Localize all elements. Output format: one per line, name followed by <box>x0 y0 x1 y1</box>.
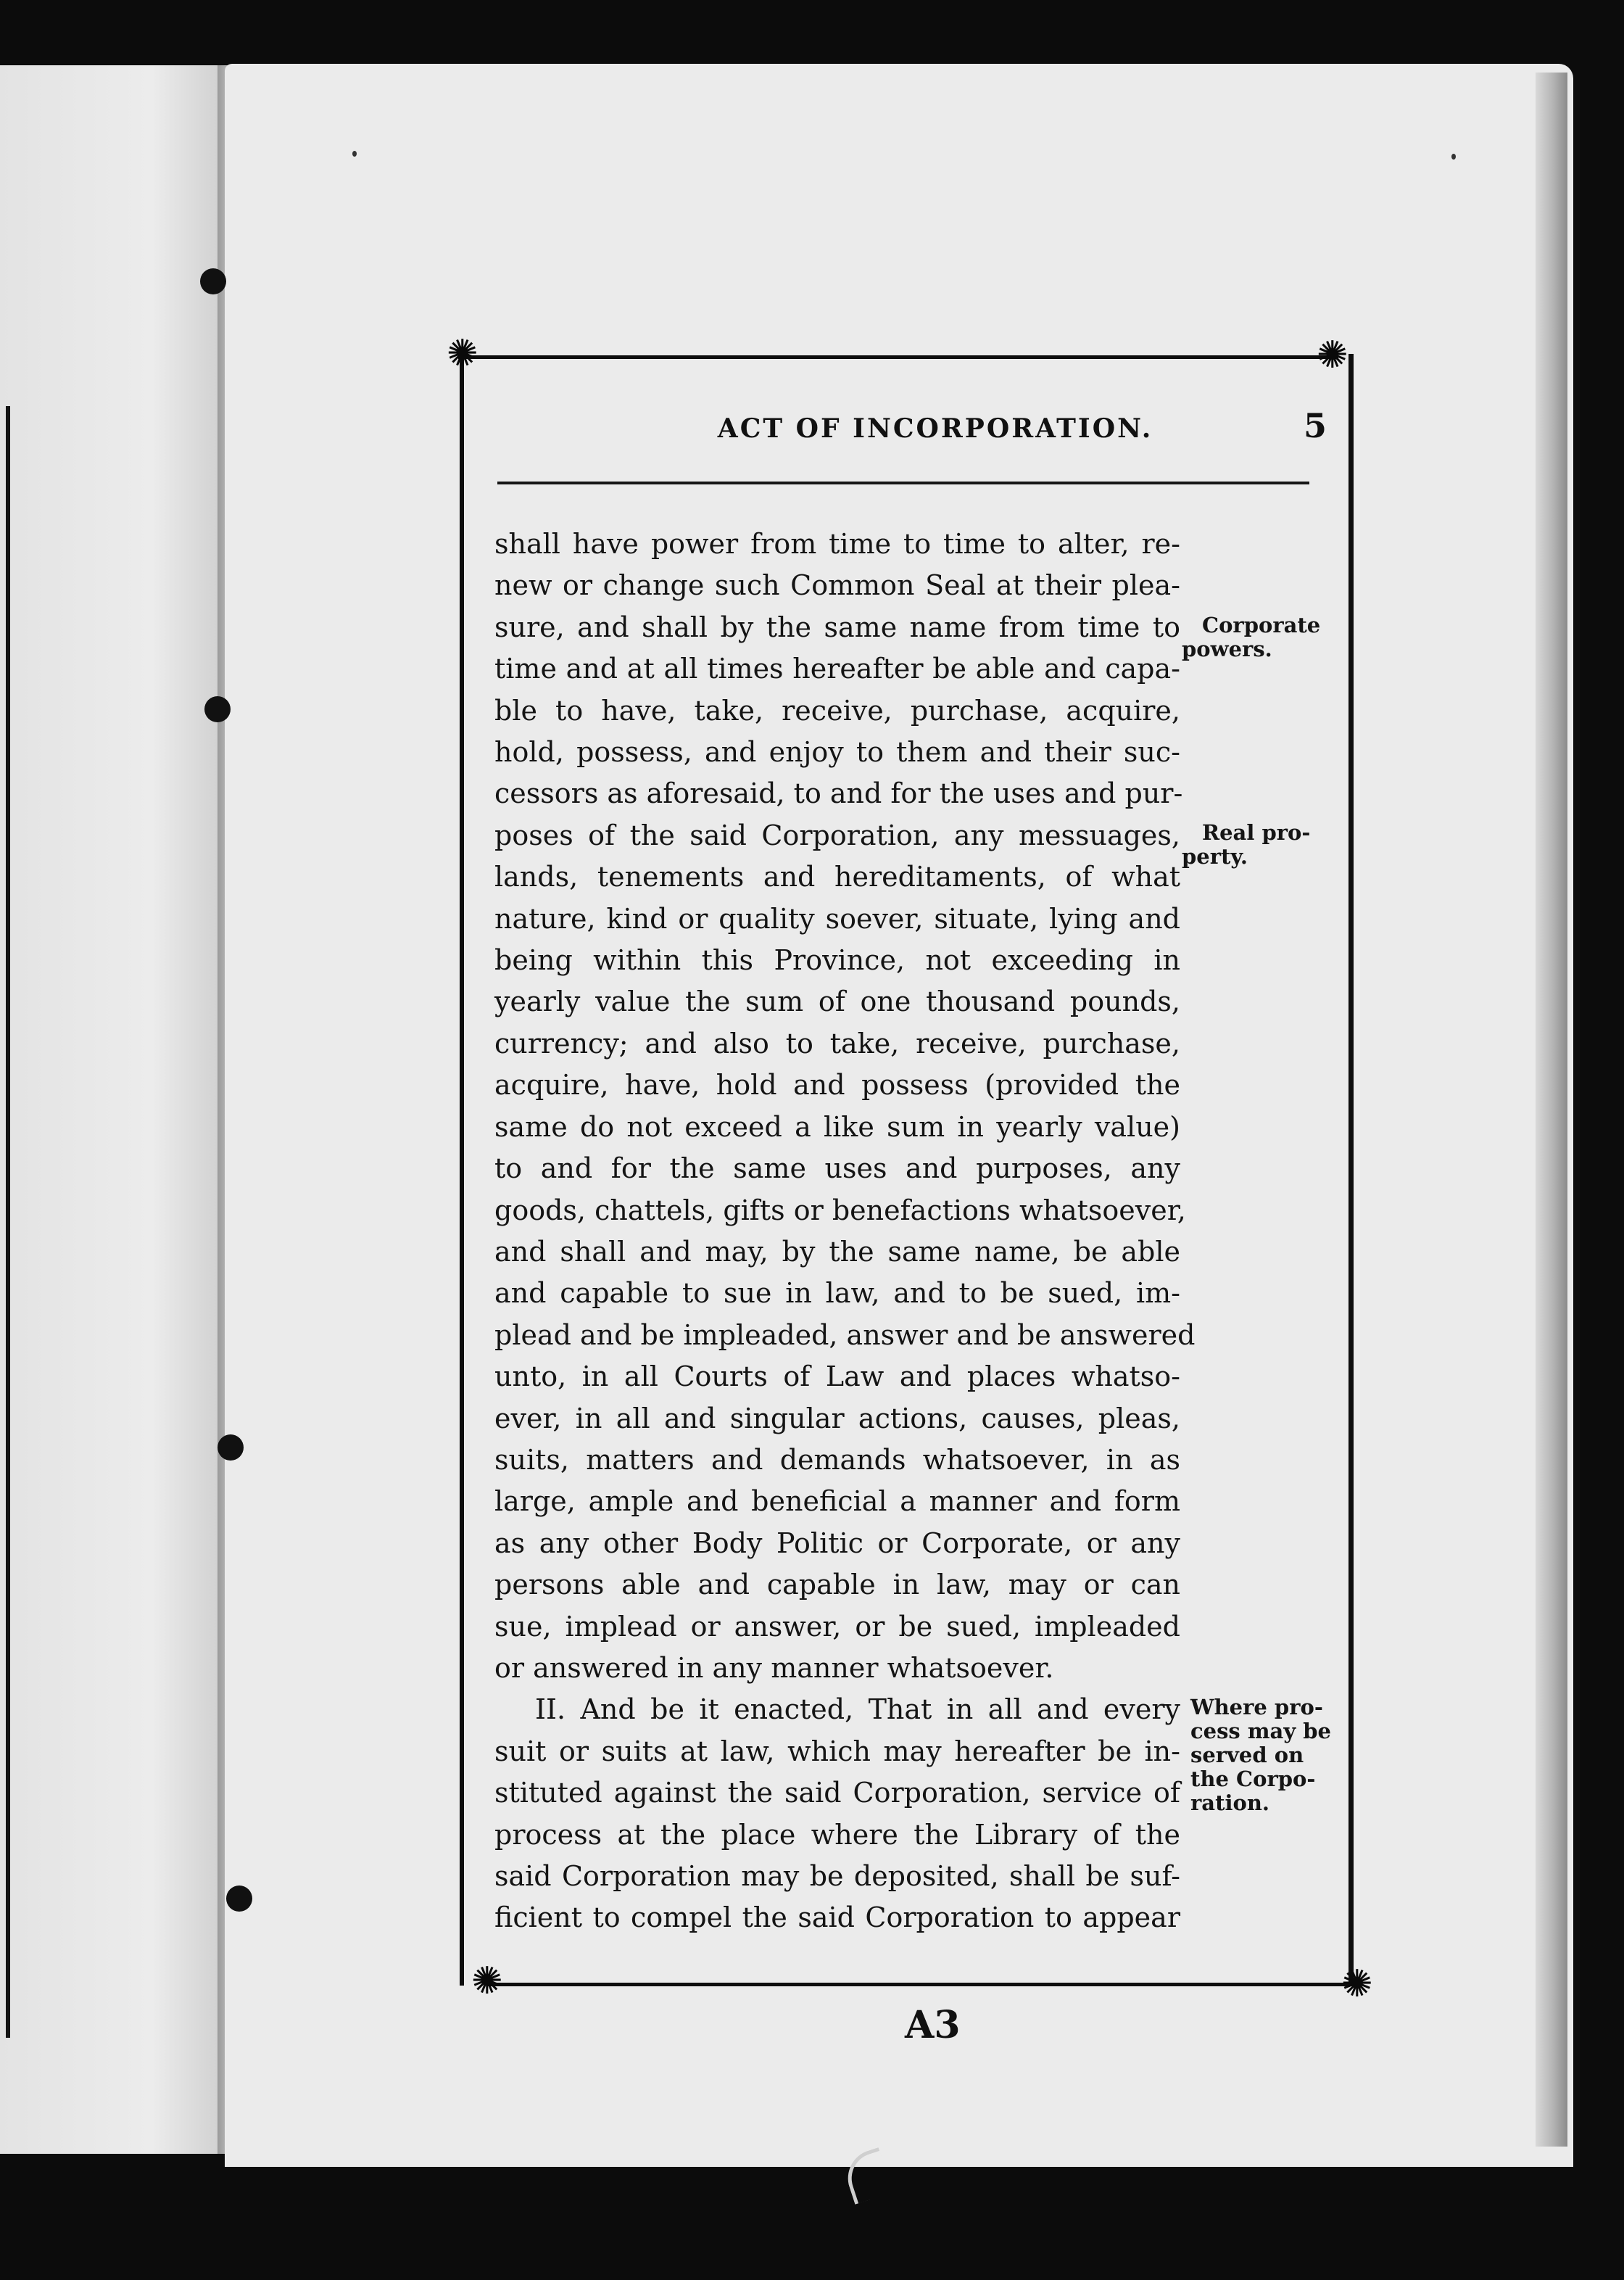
text-line: plead and be impleaded, answer and be answered <box>494 1318 1196 1351</box>
text-line: ficient to compel the said Corporation to appear <box>494 1901 1180 1934</box>
binding-stitch-hole <box>200 268 226 294</box>
header-rule <box>497 482 1309 484</box>
margin-note-line: the Corpo- <box>1190 1767 1316 1791</box>
text-line: ble to have, take, receive, purchase, acquire, <box>494 694 1180 727</box>
text-line: goods, chattels, gifts or benefactions whatsoever, <box>494 1194 1186 1226</box>
text-line: acquire, have, hold and possess (provided the <box>494 1069 1180 1102</box>
text-line: sure, and shall by the same name from time to <box>494 611 1180 643</box>
corner-ornament-icon: ✺ <box>1341 1962 1373 2006</box>
text-line: unto, in all Courts of Law and places whatso- <box>494 1360 1180 1393</box>
running-title: ACT OF INCORPORATION. <box>717 413 1153 444</box>
margin-note-line: Real pro- <box>1202 820 1311 845</box>
margin-note-real-property <box>1182 821 1310 869</box>
left-page-edge <box>0 65 218 2154</box>
corner-ornament-icon: ✺ <box>471 1959 503 2003</box>
corner-ornament-icon: ✺ <box>447 332 478 376</box>
section-start-line: II. And be it enacted, That in all and every <box>535 1693 1180 1726</box>
text-line: process at the place where the Library of the <box>494 1818 1180 1851</box>
text-line: currency; and also to take, receive, purchase, <box>494 1027 1180 1060</box>
text-line: and shall and may, by the same name, be able <box>494 1235 1180 1268</box>
text-line: shall have power from time to time to alter, re- <box>494 528 1180 560</box>
margin-note-line: cess may be <box>1190 1719 1332 1743</box>
left-page-border-line <box>6 406 10 2038</box>
text-line: poses of the said Corporation, any messuages, <box>494 819 1180 851</box>
text-line: to and for the same uses and purposes, any <box>494 1152 1180 1185</box>
text-line: time and at all times hereafter be able and capa- <box>494 653 1180 685</box>
text-line: or answered in any manner whatsoever. <box>494 1651 1054 1684</box>
margin-note-line: powers. <box>1182 637 1272 661</box>
text-line: suit or suits at law, which may hereafter be in- <box>494 1735 1180 1767</box>
text-line: lands, tenements and hereditaments, of what <box>494 861 1180 893</box>
margin-note-corporate-powers <box>1182 614 1320 661</box>
binding-stitch-hole <box>204 696 231 722</box>
text-line: large, ample and beneficial a manner and form <box>494 1485 1180 1518</box>
margin-note-line: perty. <box>1182 844 1248 869</box>
text-line: cessors as aforesaid, to and for the uses and pur- <box>494 777 1183 810</box>
text-line: suits, matters and demands whatsoever, in as <box>494 1443 1180 1476</box>
signature-mark: A3 <box>905 2003 961 2047</box>
corner-ornament-icon: ✺ <box>1317 334 1348 377</box>
binding-stitch-hole <box>218 1434 244 1461</box>
text-line: being within this Province, not exceeding in <box>494 944 1180 977</box>
text-line: new or change such Common Seal at their plea- <box>494 569 1180 602</box>
page-border-top <box>458 355 1338 359</box>
margin-note-line: Corporate <box>1202 613 1321 637</box>
page-border-bottom <box>487 1983 1357 1986</box>
text-line: sue, implead or answer, or be sued, impleaded <box>494 1610 1180 1643</box>
ink-speck <box>352 151 357 157</box>
margin-note-process <box>1190 1695 1331 1815</box>
margin-note-line: Where pro- <box>1190 1695 1323 1719</box>
margin-note-line: ration. <box>1190 1790 1270 1815</box>
margin-note-line: served on <box>1190 1743 1304 1767</box>
text-line: yearly value the sum of one thousand pounds, <box>494 986 1180 1018</box>
binding-stitch-hole <box>226 1885 252 1912</box>
ink-speck <box>1451 154 1456 160</box>
text-line: said Corporation may be deposited, shall be suf- <box>494 1860 1180 1892</box>
text-line: as any other Body Politic or Corporate, or any <box>494 1527 1180 1559</box>
page-fore-edge <box>1536 73 1567 2147</box>
text-line: and capable to sue in law, and to be sued, im- <box>494 1277 1180 1310</box>
text-line: stituted against the said Corporation, service of <box>494 1777 1180 1809</box>
text-line: persons able and capable in law, may or can <box>494 1569 1180 1601</box>
text-line: ever, in all and singular actions, causes, pleas, <box>494 1402 1180 1434</box>
body-text <box>494 524 1196 1939</box>
text-line: hold, possess, and enjoy to them and their suc- <box>494 736 1180 769</box>
text-line: same do not exceed a like sum in yearly value) <box>494 1110 1180 1143</box>
text-line: nature, kind or quality soever, situate, lying and <box>494 902 1180 935</box>
page-number: 5 <box>1304 406 1327 445</box>
